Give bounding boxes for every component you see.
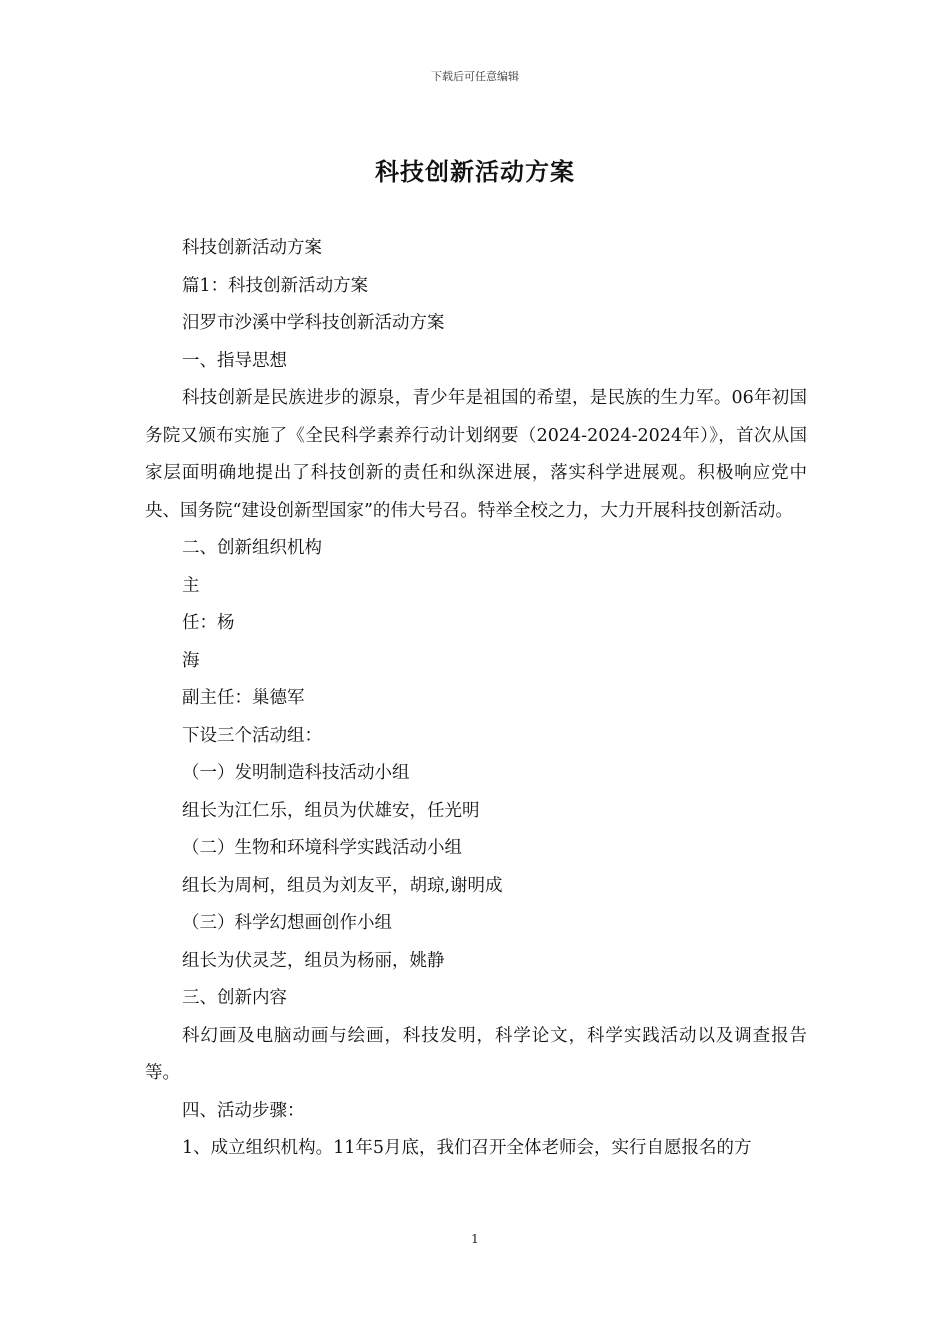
document-title: 科技创新活动方案: [375, 157, 575, 186]
body-line: 组长为周柯，组员为刘友平，胡琼,谢明成: [182, 875, 503, 896]
body-line: 组长为江仁乐，组员为伏雄安，任光明: [182, 800, 480, 821]
section-heading: 四、活动步骤：: [182, 1100, 305, 1121]
body-line: 下设三个活动组：: [182, 725, 322, 746]
body-line: （一）发明制造科技活动小组: [182, 763, 410, 783]
section-heading: 二、创新组织机构: [182, 538, 322, 558]
body-line: （二）生物和环境科学实践活动小组: [182, 838, 462, 858]
body-paragraph: 科技创新是民族进步的源泉，青少年是祖国的希望，是民族的生力军。06年初国务院又颁布实施了《全民科学素养行动计划纲要（2024-2024-2024年）》，首次从国家层面明确地提出了科技创新的责任和纵深进展，落实科学进展观。积极响应党中央、国务院“建设创新型国家”的伟大号召。特举全校之力，大力开展科技创新活动。: [145, 388, 807, 521]
body-line: （三）科学幻想画创作小组: [182, 913, 392, 933]
body-line: 科技创新活动方案: [182, 238, 322, 258]
body-line: 汨罗市沙溪中学科技创新活动方案: [182, 313, 445, 333]
body-line: 主: [182, 575, 200, 596]
body-line: 任：杨: [182, 613, 235, 633]
body-paragraph: 科幻画及电脑动画与绘画，科技发明，科学论文，科学实践活动以及调查报告等。: [145, 1025, 807, 1083]
document-body: [145, 230, 807, 1168]
body-line: 海: [182, 650, 200, 671]
section-heading: 一、指导思想: [182, 350, 287, 371]
header-note: 下载后可任意编辑: [431, 70, 519, 83]
body-line: 篇1：科技创新活动方案: [182, 275, 369, 296]
body-line: 组长为伏灵芝，组员为杨丽，姚静: [182, 950, 445, 971]
page-number: 1: [471, 1232, 479, 1246]
section-heading: 三、创新内容: [182, 988, 287, 1008]
body-line: 副主任：巢德军: [182, 688, 305, 708]
body-paragraph: 1、成立组织机构。11年5月底，我们召开全体老师会，实行自愿报名的方: [182, 1138, 752, 1158]
